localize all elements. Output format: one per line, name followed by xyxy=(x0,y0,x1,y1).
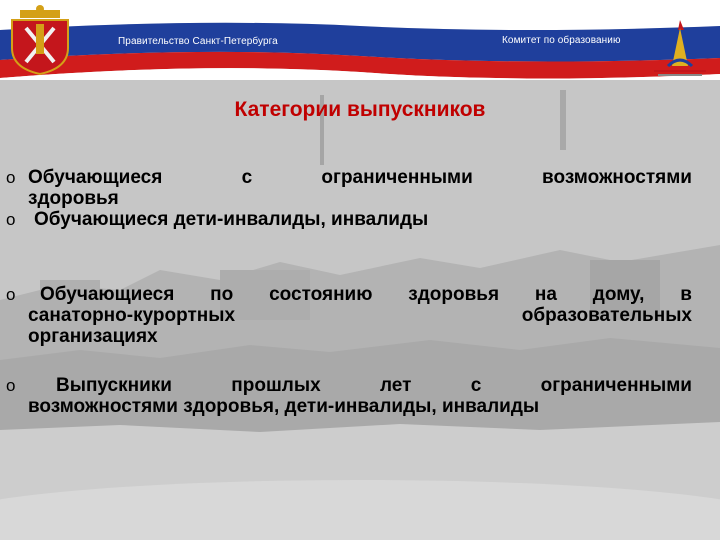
list-item-line: возможностями здоровья, дети-инвалиды, инвалиды xyxy=(28,396,540,417)
word: состоянию xyxy=(269,284,373,305)
list-item xyxy=(6,209,692,230)
saint-petersburg-coat-of-arms-icon xyxy=(6,4,74,76)
page-title: Категории выпускников xyxy=(234,98,486,121)
word: с xyxy=(470,375,482,396)
list-item-line xyxy=(28,305,692,326)
list-item xyxy=(6,375,692,417)
list-item-line xyxy=(28,284,692,305)
word: здоровья xyxy=(408,284,500,305)
bullet-icon: o xyxy=(6,210,16,229)
word: возможностями xyxy=(542,167,692,188)
bullet-icon: o xyxy=(6,285,16,304)
word: образовательных xyxy=(521,305,692,326)
word: ограниченными xyxy=(321,167,473,188)
word: Выпускники xyxy=(56,375,172,396)
list-item xyxy=(6,167,692,209)
list-item-line xyxy=(28,375,692,396)
list-item xyxy=(6,284,692,347)
list-item-line: здоровья xyxy=(28,188,119,209)
word: Обучающиеся xyxy=(40,284,175,305)
bullet-icon: o xyxy=(6,376,16,395)
committee-logo-icon xyxy=(650,18,710,78)
word: Обучающиеся xyxy=(28,167,163,188)
word: санаторно-курортных xyxy=(28,305,236,326)
word: по xyxy=(210,284,234,305)
list-item-line: Обучающиеся дети-инвалиды, инвалиды xyxy=(34,209,429,230)
word: дому, xyxy=(592,284,645,305)
word: прошлых xyxy=(231,375,321,396)
list-item-line xyxy=(28,167,692,188)
word: с xyxy=(241,167,253,188)
word: ограниченными xyxy=(540,375,692,396)
header-right-text: Комитет по образованию xyxy=(502,35,621,46)
word: в xyxy=(680,284,692,305)
header-left-text: Правительство Санкт-Петербурга xyxy=(118,36,278,47)
word: лет xyxy=(379,375,412,396)
list-item-line: организациях xyxy=(28,326,158,347)
bullet-icon: o xyxy=(6,168,16,187)
word: на xyxy=(534,284,557,305)
